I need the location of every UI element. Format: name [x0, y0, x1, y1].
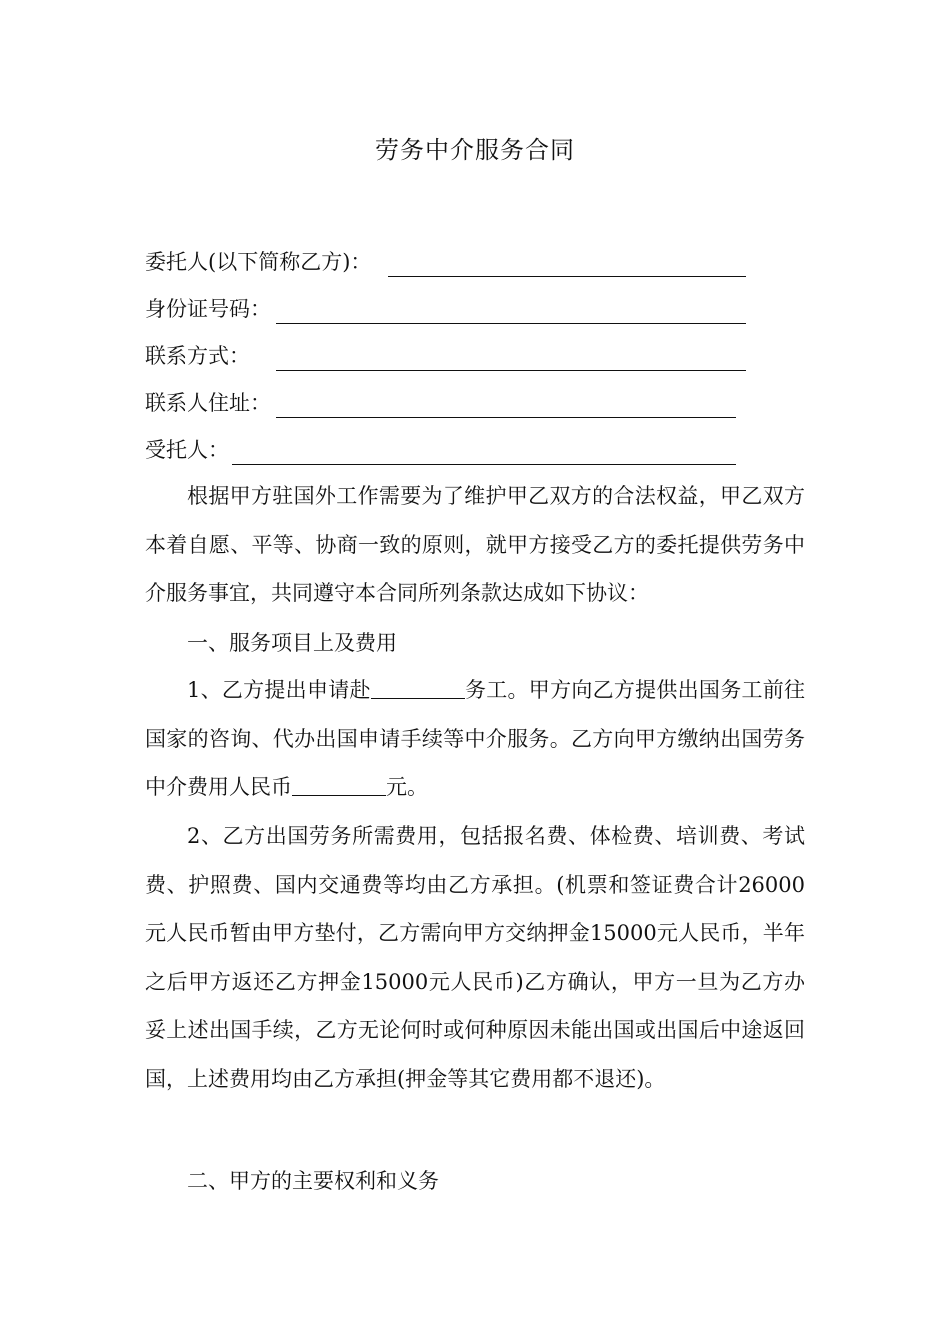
field-id-number: [145, 293, 271, 325]
section-1-heading: 一、服务项目上及费用: [187, 631, 397, 655]
preamble-paragraph: 根据甲方驻国外工作需要为了维护甲乙双方的合法权益，甲乙双方本着自愿、平等、协商一致的原则，就甲方接受乙方的委托提供劳务中介服务事宜，共同遵守本合同所列条款达成如下协议：: [145, 484, 805, 605]
clause-2-paragraph: 2、乙方出国劳务所需费用，包括报名费、体检费、培训费、考试费、护照费、国内交通费等均由乙方承担。(机票和签证费合计26000元人民币暂由甲方垫付，乙方需向甲方交纳押金15000元人民币，半年之后甲方返还乙方押金15000元人民币)乙方确认，甲方一旦为乙方办妥上述出国手续，乙方无论何时或何种原因未能出国或出国后中途返回国，上述费用均由乙方承担(押金等其它费用都不退还)。: [145, 824, 805, 1091]
field-trustee-label: 受托人：: [145, 438, 229, 462]
field-contact: [145, 340, 250, 372]
field-address-label: 联系人住址：: [145, 391, 271, 415]
field-client-blank[interactable]: [388, 246, 746, 277]
clause-1-paragraph: [145, 666, 805, 812]
clause-1-text-b: 务工。甲方向乙方提供出国务工前往国家的咨询、代办出国申请手续等中介服务。乙方向甲方缴纳出国劳务中介费用人民币: [145, 678, 805, 799]
field-contact-label: 联系方式：: [145, 344, 250, 368]
field-id-number-blank[interactable]: [276, 293, 746, 324]
clause-1-country-blank[interactable]: [371, 674, 465, 699]
clause-1-text-a: 1、乙方提出申请赴: [187, 678, 371, 702]
clause-1-fee-blank[interactable]: [292, 771, 386, 796]
document-title: 劳务中介服务合同: [375, 136, 575, 164]
field-client: [145, 246, 371, 278]
field-trustee: [145, 434, 229, 466]
field-trustee-blank[interactable]: [232, 434, 736, 465]
field-contact-blank[interactable]: [276, 340, 746, 371]
field-client-label: 委托人(以下简称乙方)：: [145, 250, 372, 274]
field-id-number-label: 身份证号码：: [145, 297, 271, 321]
field-address-blank[interactable]: [276, 387, 736, 418]
section-2-heading: 二、甲方的主要权利和义务: [187, 1169, 439, 1193]
clause-1-text-c: 元。: [386, 775, 428, 799]
field-address: [145, 387, 271, 419]
